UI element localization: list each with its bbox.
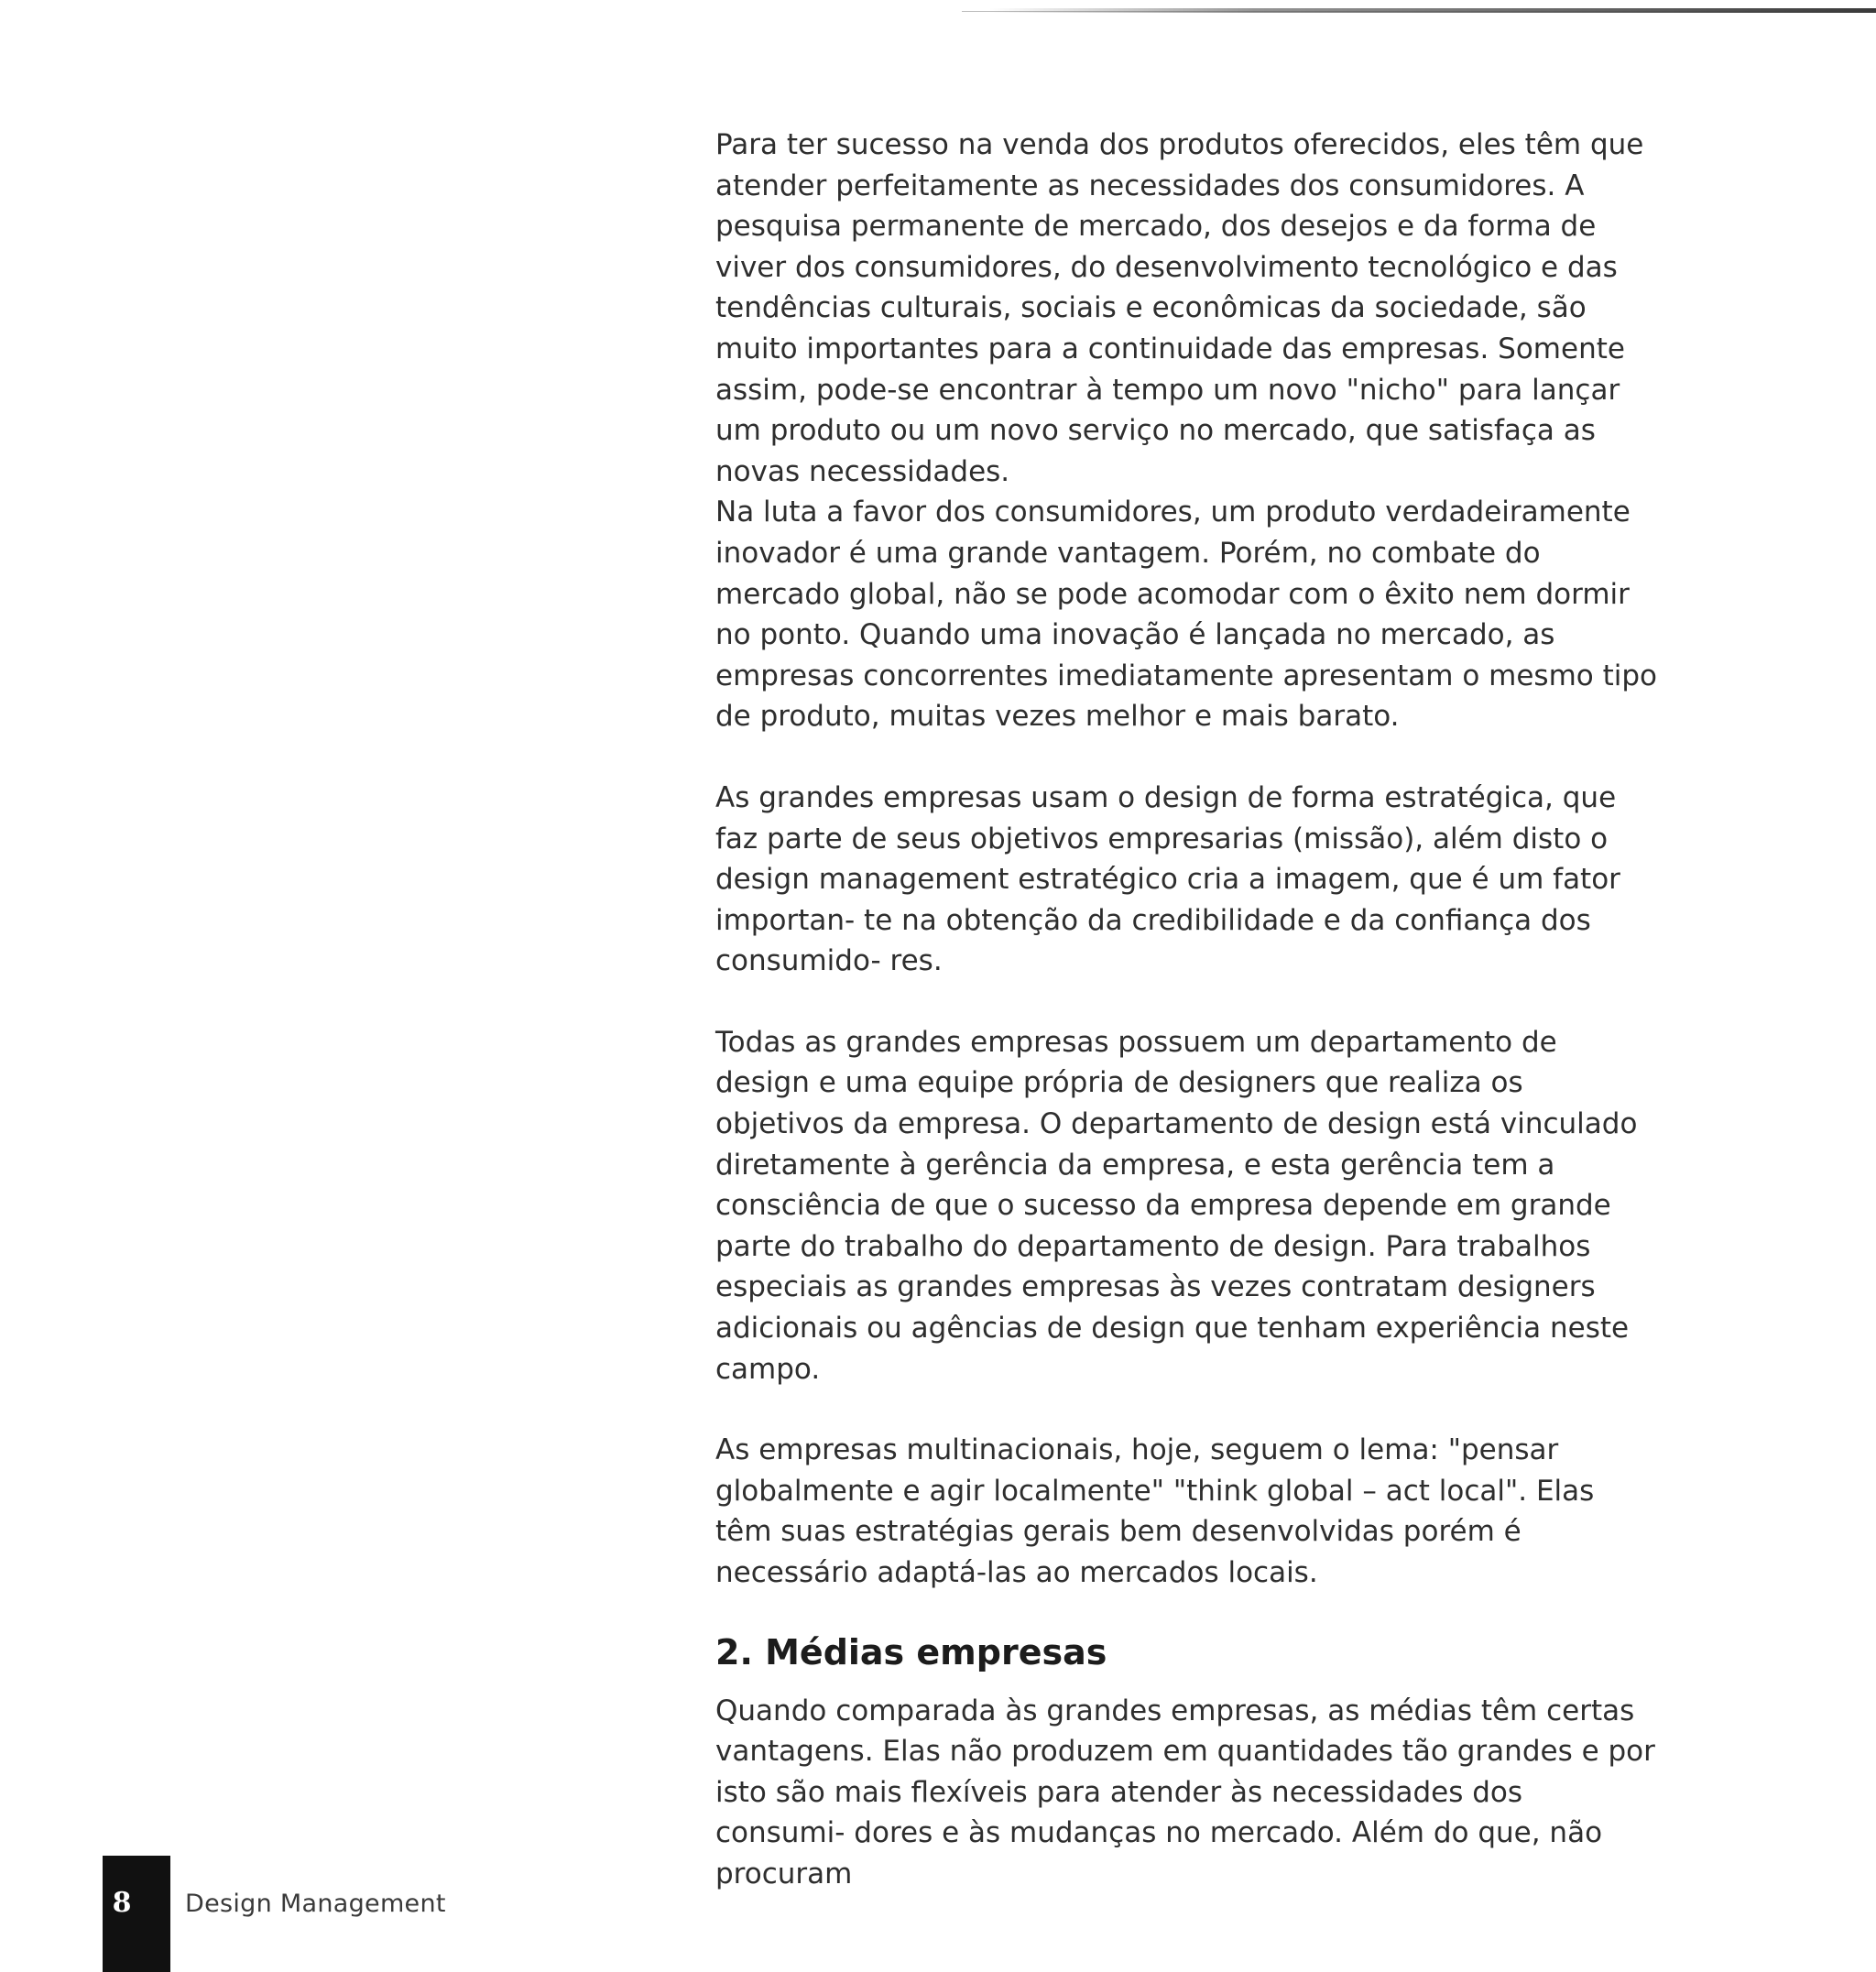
- paragraph-strategic-design: As grandes empresas usam o design de forma estratégica, que faz parte de seus objetivos empresarias (missão), além disto o design management estratégico cria a imagem, que é um fator importan- te na obtenção da credibilidade e da confiança dos consumido- res.: [715, 780, 1620, 978]
- header-rule: [989, 8, 1876, 13]
- paragraph-medium-companies: Quando comparada às grandes empresas, as médias têm certas vantagens. Elas não produzem em quantidades tão grandes e por isto são mais flexíveis para atender às necessidades dos consumi- dores e às mudanças no mercado. Além do que, não procuram: [715, 1694, 1655, 1890]
- page-body: [715, 125, 1659, 1895]
- paragraph-market-research: Para ter sucesso na venda dos produtos oferecidos, eles têm que atender perfeitamente as necessidades dos consumidores. A pesquisa permanente de mercado, dos desejos e da forma de viver dos consumidores, do desenvolvimento tecnológico e das tendências culturais, sociais e econômicas da sociedade, são muito importantes para a continuidade das empresas. Somente assim, pode-se encontrar à tempo um novo "nicho" para lançar um produto ou um novo serviço no mercado, que satisfaça as novas necessidades.: [715, 128, 1644, 488]
- paragraph-design-department: Todas as grandes empresas possuem um departamento de design e uma equipe própria de designers que realiza os objetivos da empresa. O departamento de design está vinculado diretamente à gerência da empresa, e esta gerência tem a consciência de que o sucesso da empresa depende em grande parte do trabalho do departamento de design. Para trabalhos especiais as grandes empresas às vezes contratam designers adicionais ou agências de design que tenham experiência neste campo.: [715, 1025, 1638, 1386]
- paragraph-innovation: Na luta a favor dos consumidores, um produto verdadeiramente inovador é uma grande vantagem. Porém, no combate do mercado global, não se pode acomodar com o êxito nem dormir no ponto. Quando uma inovação é lançada no mercado, as empresas concorrentes imediatamente apresentam o mesmo tipo de produto, muitas vezes melhor e mais barato.: [715, 496, 1657, 734]
- running-title: Design Management: [185, 1890, 446, 1918]
- paragraph-multinationals: As empresas multinacionais, hoje, seguem o lema: "pensar globalmente e agir localmente" "think global – act local". Elas têm suas estratégias gerais bem desenvolvidas porém é necessário adaptá-las ao mercados locais.: [715, 1433, 1595, 1589]
- section-heading: 2. Médias empresas: [715, 1631, 1107, 1672]
- page-number: 8: [112, 1887, 132, 1919]
